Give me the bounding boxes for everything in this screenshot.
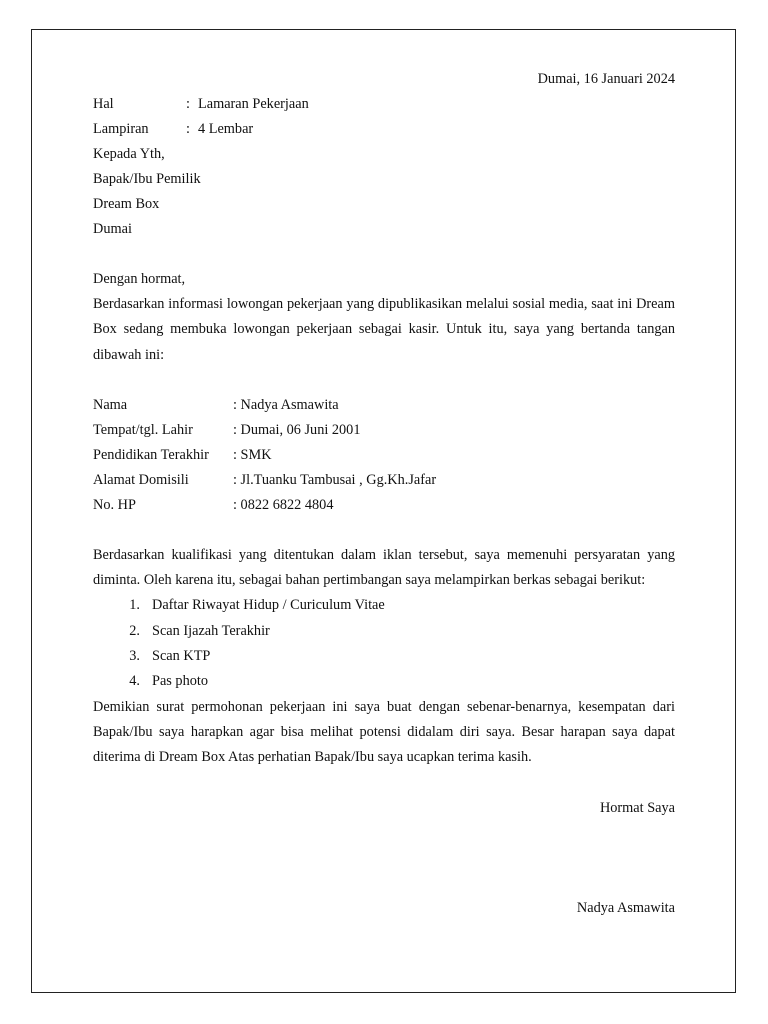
list-text: Pas photo: [152, 673, 209, 690]
attachment-separator: :: [186, 121, 190, 137]
spacer: [93, 242, 675, 267]
letter-date: Dumai, 16 Januari 2024: [537, 71, 675, 87]
signer-name: Nadya Asmawita: [576, 899, 675, 916]
info-value: : Nadya Asmawita: [233, 396, 339, 413]
spacer: [93, 821, 675, 846]
recipient-line: Dumai: [93, 221, 132, 237]
list-item: [93, 644, 675, 669]
personal-info: [93, 393, 675, 518]
recipient-line: Dream Box: [93, 196, 160, 212]
info-row: [93, 443, 675, 468]
attachment-row: [93, 117, 675, 142]
spacer: [93, 368, 675, 393]
info-row: [93, 493, 675, 518]
list-text: Daftar Riwayat Hidup / Curiculum Vitae: [152, 597, 385, 614]
intro-paragraph: Berdasarkan informasi lowongan pekerjaan yang dipublikasikan melalui sosial media, saat ini Dream Box sedang membuka lowongan pekerjaan sebagai kasir. Untuk itu, saya yang bertanda tangan dibawah ini:: [93, 296, 675, 363]
spacer: [93, 871, 675, 896]
info-row: [93, 393, 675, 418]
list-number: 1.: [129, 597, 140, 614]
sign-off: Hormat Saya: [599, 799, 675, 816]
recipient-line: Bapak/Ibu Pemilik: [93, 171, 201, 187]
info-value: : SMK: [233, 446, 272, 463]
list-item: [93, 593, 675, 618]
spacer: [93, 771, 675, 796]
info-value: : 0822 6822 4804: [233, 496, 334, 513]
list-text: Scan Ijazah Terakhir: [152, 622, 270, 639]
letter-page: [31, 29, 736, 993]
spacer: [93, 518, 675, 543]
info-label: No. HP: [93, 496, 136, 513]
info-row: [93, 468, 675, 493]
list-item: [93, 619, 675, 644]
qualification-paragraph: Berdasarkan kualifikasi yang ditentukan dalam iklan tersebut, saya memenuhi persyaratan yang diminta. Oleh karena itu, sebagai bahan pertimbangan saya melampirkan berkas sebagai berikut:: [93, 546, 675, 589]
subject-label: Hal: [93, 96, 114, 112]
info-value: : Jl.Tuanku Tambusai , Gg.Kh.Jafar: [233, 471, 437, 488]
info-label: Nama: [93, 396, 128, 413]
spacer: [93, 846, 675, 871]
info-value: : Dumai, 06 Juni 2001: [233, 421, 361, 438]
list-number: 4.: [129, 673, 140, 690]
list-number: 2.: [129, 622, 140, 639]
list-number: 3.: [129, 648, 140, 665]
subject-separator: :: [186, 96, 190, 112]
attachment-value: 4 Lembar: [198, 121, 254, 137]
list-item: [93, 669, 675, 694]
recipient-line: Kepada Yth,: [93, 146, 165, 162]
info-label: Alamat Domisili: [93, 471, 189, 488]
list-text: Scan KTP: [152, 648, 211, 665]
attachment-label: Lampiran: [93, 121, 149, 137]
subject-row: [93, 92, 675, 117]
closing-paragraph: Demikian surat permohonan pekerjaan ini saya buat dengan sebenar-benarnya, kesempatan dari Bapak/Ibu saya harapkan agar bisa melihat potensi didalam diri saya. Besar harapan saya dapat diterima di Dream Box Atas perhatian Bapak/Ibu saya ucapkan terima kasih.: [93, 698, 675, 766]
info-label: Pendidikan Terakhir: [93, 446, 209, 463]
info-row: [93, 418, 675, 443]
attachments-list: [93, 593, 675, 694]
subject-value: Lamaran Pekerjaan: [198, 96, 309, 112]
greeting: Dengan hormat,: [93, 271, 186, 287]
letter-content: [93, 67, 675, 921]
info-label: Tempat/tgl. Lahir: [93, 421, 193, 438]
